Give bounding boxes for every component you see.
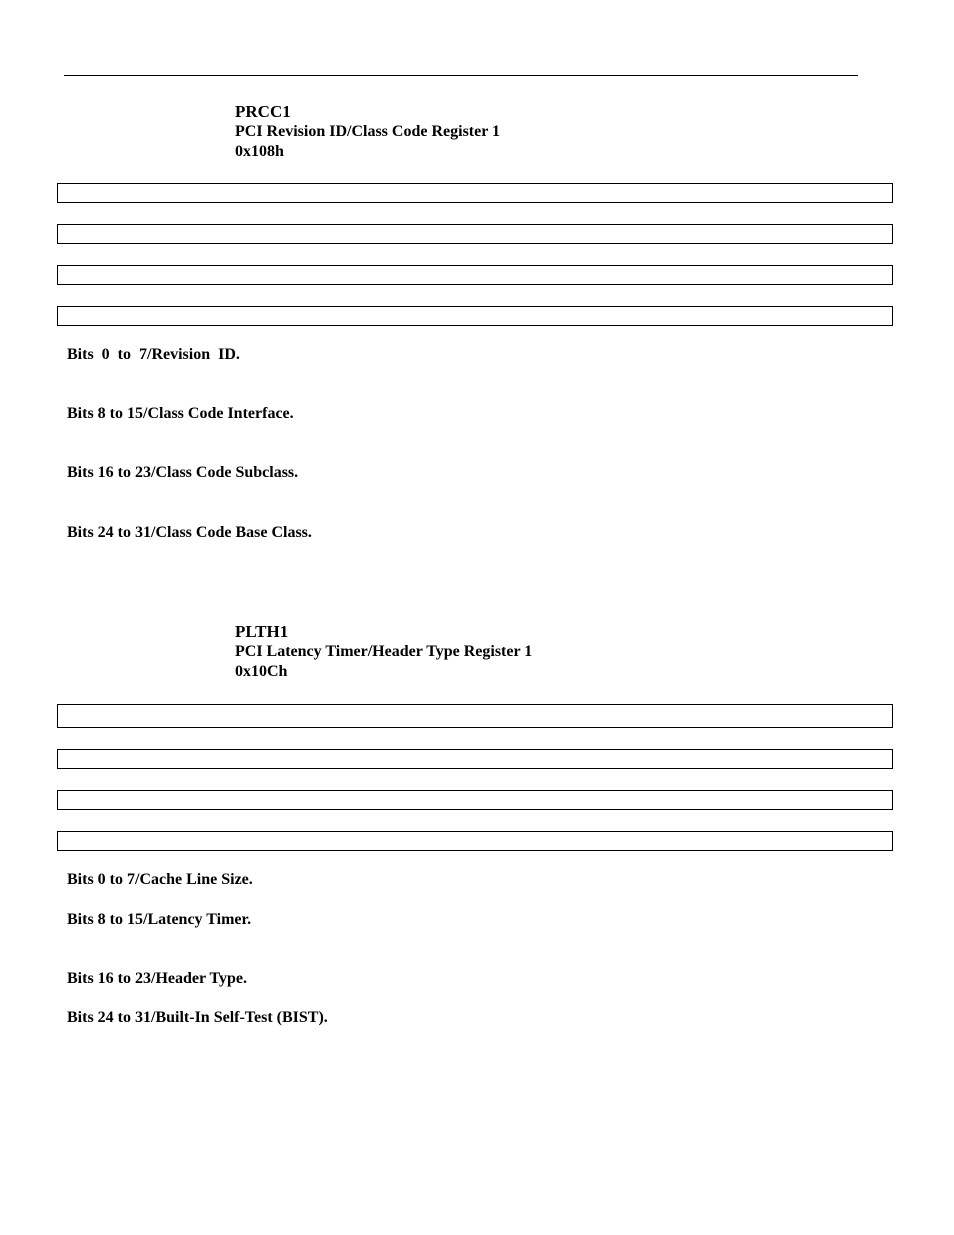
register-header-prcc1 — [235, 102, 500, 162]
register-abbr: PLTH1 — [235, 622, 289, 641]
register-table-row — [57, 306, 893, 326]
bit-field-heading: Bits 24 to 31/Class Code Base Class. — [67, 524, 312, 541]
bit-field-heading: Bits 16 to 23/Header Type. — [67, 970, 247, 987]
bit-field-heading: Bits 0 to 7/Cache Line Size. — [67, 871, 253, 888]
register-table-row — [57, 265, 893, 285]
register-abbr: PRCC1 — [235, 102, 291, 121]
register-table-row — [57, 749, 893, 769]
register-table-row — [57, 790, 893, 810]
top-rule — [64, 75, 858, 76]
bit-field-heading: Bits 8 to 15/Latency Timer. — [67, 911, 252, 928]
register-header-plth1 — [235, 622, 532, 682]
bit-field-heading: Bits 8 to 15/Class Code Interface. — [67, 405, 294, 422]
register-table-row — [57, 831, 893, 851]
register-address: 0x108h — [235, 143, 284, 160]
register-table-row — [57, 224, 893, 244]
bit-field-heading: Bits 24 to 31/Built-In Self-Test (BIST). — [67, 1009, 328, 1026]
register-name: PCI Latency Timer/Header Type Register 1 — [235, 643, 533, 660]
register-address: 0x10Ch — [235, 663, 288, 680]
register-name: PCI Revision ID/Class Code Register 1 — [235, 123, 501, 140]
register-table-row — [57, 183, 893, 203]
bit-field-heading: Bits 16 to 23/Class Code Subclass. — [67, 464, 299, 481]
register-table-row — [57, 704, 893, 728]
bit-field-heading: Bits 0 to 7/Revision ID. — [67, 346, 240, 363]
